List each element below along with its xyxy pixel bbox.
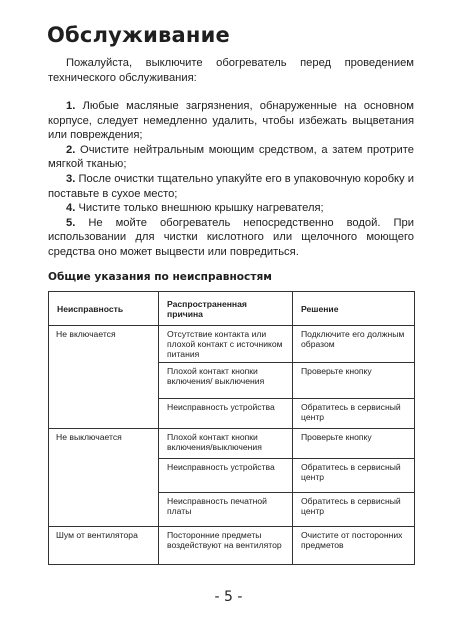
step-number: 4. — [66, 202, 76, 215]
table-row — [49, 428, 415, 458]
solution-cell: Очистите от посторонних предметов — [293, 526, 415, 564]
step-number: 3. — [66, 172, 76, 185]
intro-text: Пожалуйста, выключите обогреватель перед проведением технического обслуживания: — [48, 57, 414, 84]
cause-cell: Неисправность устройства — [159, 458, 293, 492]
troubleshooting-table — [48, 291, 415, 565]
page-title: Обслуживание — [47, 23, 230, 47]
cause-cell: Плохой контакт кнопки включения/ выключения — [159, 362, 293, 398]
column-header-cause: Распространенная причина — [159, 292, 293, 326]
step-text: Любые масляные загрязнения, обнаруженные на основном корпусе, следует немедленно удалить, чтобы избежать выцветания или повреждения; — [48, 100, 414, 142]
step-text: После очистки тщательно упакуйте его в упаковочную коробку и поставьте в сухое место; — [48, 172, 414, 200]
step-number: 2. — [66, 143, 76, 156]
step-item — [48, 216, 414, 260]
table-row — [49, 326, 415, 363]
table-row — [49, 526, 415, 564]
intro-paragraph — [48, 56, 414, 85]
step-text: Очистите нейтральным моющим средством, а затем протрите мягкой тканью; — [48, 143, 414, 171]
fault-cell: Шум от вентилятора — [49, 526, 159, 564]
step-item — [48, 172, 414, 201]
step-number: 5. — [66, 216, 76, 229]
page-number: - 5 - — [214, 589, 243, 605]
maintenance-steps — [48, 99, 414, 260]
step-number: 1. — [66, 100, 76, 112]
table-header-row — [49, 292, 415, 326]
solution-cell: Подключите его должным образом — [293, 326, 415, 363]
solution-cell: Проверьте кнопку — [293, 362, 415, 398]
step-item — [48, 143, 414, 172]
step-text: Чистите только внешнюю крышку нагревателя; — [75, 202, 324, 215]
step-text: Не мойте обогреватель непосредственно водой. При использовании для чистки кислотного или щелочного моющего средства оно может выцвести или повредиться. — [48, 216, 414, 258]
cause-cell: Посторонние предметы воздействуют на вентилятор — [159, 526, 293, 564]
step-item — [48, 99, 414, 143]
fault-cell: Не включается — [49, 326, 159, 429]
solution-cell: Обратитесь в сервисный центр — [293, 398, 415, 428]
column-header-fault: Неисправность — [49, 292, 159, 326]
fault-cell: Не выключается — [49, 428, 159, 526]
troubleshooting-title: Общие указания по неисправностям — [48, 271, 272, 283]
step-item — [48, 201, 414, 216]
column-header-solution: Решение — [293, 292, 415, 326]
solution-cell: Обратитесь в сервисный центр — [293, 492, 415, 526]
cause-cell: Отсутствие контакта или плохой контакт с источником питания — [159, 326, 293, 363]
cause-cell: Плохой контакт кнопки включения/выключения — [159, 428, 293, 458]
solution-cell: Проверьте кнопку — [293, 428, 415, 458]
cause-cell: Неисправность устройства — [159, 398, 293, 428]
solution-cell: Обратитесь в сервисный центр — [293, 458, 415, 492]
cause-cell: Неисправность печатной платы — [159, 492, 293, 526]
